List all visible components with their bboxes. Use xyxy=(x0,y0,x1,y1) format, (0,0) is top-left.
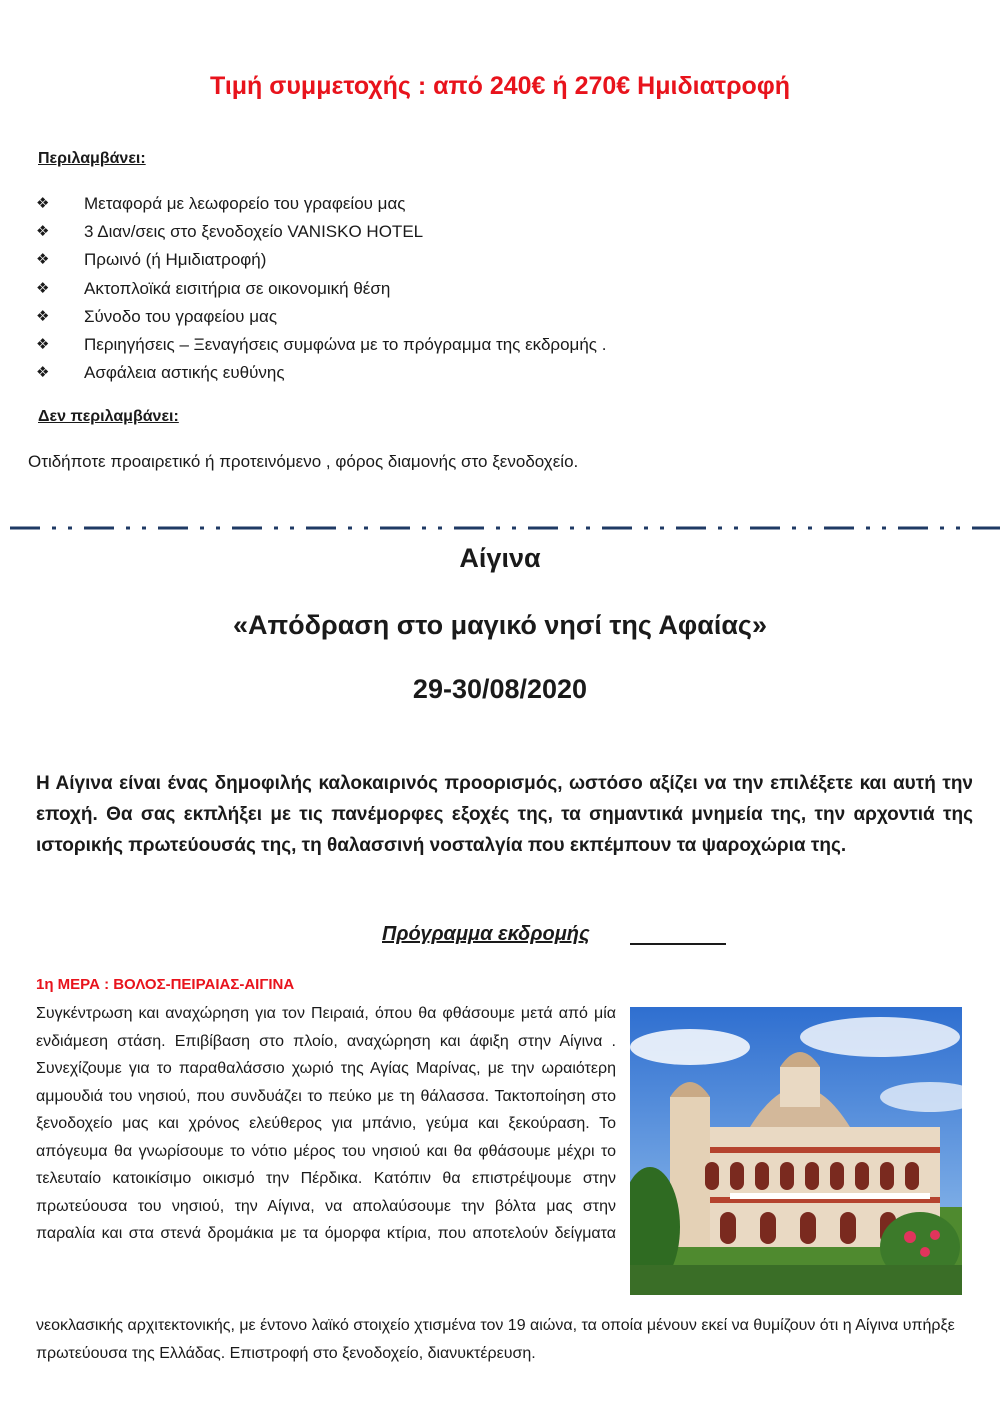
excludes-text: Οτιδήποτε προαιρετικό ή προτεινόμενο , φόρος διαμονής στο ξενοδοχείο. xyxy=(28,452,579,471)
list-item-text: 3 Διαν/σεις στο ξενοδοχείο VANISKO HOTEL xyxy=(84,222,424,242)
list-item xyxy=(36,218,606,246)
list-item xyxy=(36,303,606,331)
list-item xyxy=(36,246,606,274)
diamond-bullet-icon: ❖ xyxy=(36,195,50,212)
excludes-title: Δεν περιλαμβάνει: xyxy=(38,408,179,425)
day1-title: 1η ΜΕΡΑ : ΒΟΛΟΣ-ΠΕΙΡΑΙΑΣ-ΑΙΓΙΝΑ xyxy=(36,976,295,993)
list-item-text: Μεταφορά με λεωφορείο του γραφείου μας xyxy=(84,194,406,213)
diamond-bullet-icon: ❖ xyxy=(36,223,50,241)
trip-intro: Η Αίγινα είναι ένας δημοφιλής καλοκαιρινός προορισμός, ωστόσο αξίζει να την επιλέξετε και αυτή την εποχή. Θα σας εκπλήξει με τις πανέμορφες εξοχές της, τα σημαντικά μνημεία της, την αρχοντιά της ιστορικής πρωτεύουσάς της, τη θαλασσινή νοσταλγία που εκπέμπουν τα ψαροχώρια της. xyxy=(36,773,973,856)
diamond-bullet-icon: ❖ xyxy=(36,364,50,382)
day1-text-continued: νεοκλασικής αρχιτεκτονικής, με έντονο λαϊκό στοιχείο χτισμένα τον 19 αιώνα, τα οποία μένουν εκεί να θυμίζουν ότι η Αίγινα υπήρξε πρωτεύουσα της Ελλάδας. Επιστροφή στο ξενοδοχείο, διανυκτέρευση. xyxy=(36,1317,955,1362)
program-title-underline xyxy=(630,943,726,945)
program-title: Πρόγραμμα εκδρομής xyxy=(382,923,590,945)
trip-title: Αίγινα xyxy=(459,543,541,573)
trip-subtitle: «Απόδραση στο μαγικό νησί της Αφαίας» xyxy=(232,610,767,640)
monastery-photo xyxy=(630,1007,962,1295)
list-item xyxy=(36,275,606,303)
list-item-text: Περιηγήσεις – Ξεναγήσεις συμφώνα με το πρόγραμμα της εκδρομής . xyxy=(84,334,607,354)
list-item xyxy=(36,359,606,387)
list-item-text: Σύνοδο του γραφείου μας xyxy=(84,306,278,326)
list-item xyxy=(36,331,606,359)
diamond-bullet-icon: ❖ xyxy=(36,251,50,269)
list-item xyxy=(36,190,606,218)
diamond-bullet-icon: ❖ xyxy=(36,279,50,297)
price-line: Τιμή συμμετοχής : από 240€ ή 270€ Ημιδιατροφή xyxy=(210,72,790,100)
diamond-bullet-icon: ❖ xyxy=(36,307,50,325)
list-item-text: Πρωινό (ή Ημιδιατροφή) xyxy=(84,250,267,270)
day1-text: Συγκέντρωση και αναχώρηση για τον Πειραιά, όπου θα φθάσουμε μετά από μία ενδιάμεση στάση. Επιβίβαση στο πλοίο, αναχώρηση και άφιξη στην Αίγινα . Συνεχίζουμε για το παραθαλάσσιο χωριό της Αγίας Μαρίνας, με την ωραιότερη αμμουδιά του νησιού, που συνδυάζει το πεύκο με τη θάλασσα. Τακτοποίηση στο ξενοδοχείο μας και χρόνος ελεύθερος για μπάνιο, γεύμα και ξεκούραση. Το απόγευμα θα γνωρίσουμε το νότιο μέρος του νησιού και θα φθάσουμε μέχρι το τελευταίο κατοικίσιμο οικισμό την Πέρδικα. Κατόπιν θα επιστρέψουμε στην πρωτεύουσα του νησιού, την Αίγινα, να απολαύσουμε την βόλτα μας στην παραλία και στα στενά δρομάκια με τα όμορφα κτίρια, που αποτελούν δείγματα xyxy=(36,1005,616,1242)
includes-list xyxy=(36,190,606,387)
section-divider xyxy=(10,526,1000,530)
list-item-text: Ακτοπλοϊκά εισιτήρια σε οικονομική θέση xyxy=(84,278,391,298)
diamond-bullet-icon: ❖ xyxy=(36,335,50,353)
list-item-text: Ασφάλεια αστικής ευθύνης xyxy=(84,363,285,383)
trip-dates: 29-30/08/2020 xyxy=(412,674,588,704)
includes-title: Περιλαμβάνει: xyxy=(38,150,146,167)
monastery-illustration xyxy=(630,1007,962,1295)
